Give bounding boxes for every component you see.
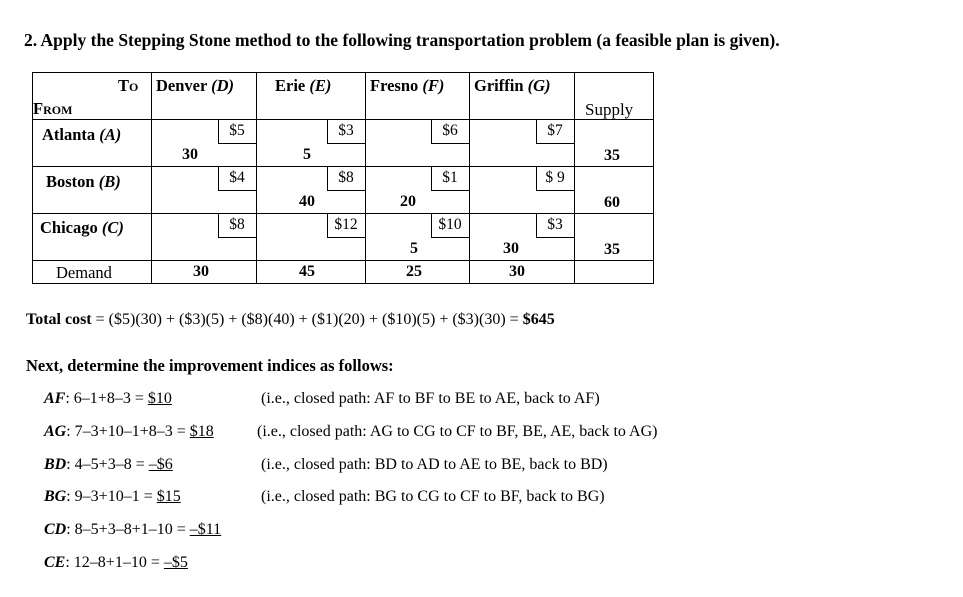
demand-cell: 30	[509, 263, 525, 280]
total-cost-label: Total cost	[26, 311, 92, 328]
cost-cell: $6	[442, 122, 458, 139]
total-cost-line	[26, 311, 555, 329]
cost-box-edge	[218, 166, 219, 190]
row-name: Atlanta	[42, 125, 96, 144]
cost-box-edge	[536, 190, 574, 191]
cost-box-edge	[327, 166, 328, 190]
col-sep	[365, 72, 366, 284]
cost-cell: $10	[438, 216, 462, 233]
row-sep	[32, 119, 654, 120]
index-calc: : 6–1+8–3 =	[65, 390, 148, 407]
row-code: (C)	[101, 218, 124, 237]
cost-cell: $3	[338, 122, 354, 139]
cost-box-edge	[431, 119, 432, 143]
demand-cell: 25	[406, 263, 422, 280]
column-name: Denver	[156, 76, 208, 95]
index-cell: BG	[44, 488, 67, 505]
index-line-bd	[44, 456, 173, 474]
column-name: Griffin	[474, 76, 524, 95]
column-name: Erie	[275, 76, 306, 95]
cost-box-edge	[536, 213, 537, 237]
col-sep	[151, 72, 152, 284]
row-sep	[32, 260, 654, 261]
index-calc: : 7–3+10–1+8–3 =	[66, 423, 190, 440]
cost-box-edge	[218, 237, 256, 238]
supply-cell: 35	[604, 241, 620, 258]
cost-box-edge	[327, 190, 365, 191]
index-line-af	[44, 390, 172, 408]
cost-box-edge	[431, 143, 469, 144]
col-sep	[574, 72, 575, 284]
row-label-chicago	[40, 218, 124, 238]
demand-cell: 30	[193, 263, 209, 280]
allocation-cell: 30	[503, 240, 519, 257]
demand-label: Demand	[56, 263, 112, 282]
row-code: (A)	[99, 125, 122, 144]
column-code: (E)	[309, 76, 332, 95]
problem-title: 2. Apply the Stepping Stone method to the following transportation problem (a feasible plan is given).	[24, 30, 780, 50]
index-value: $18	[189, 423, 214, 440]
row-code: (B)	[98, 172, 121, 191]
column-code: (F)	[422, 76, 445, 95]
column-code: (G)	[527, 76, 551, 95]
col-sep	[469, 72, 470, 284]
index-path-bd: (i.e., closed path: BD to AD to AE to BE, back to BD)	[261, 456, 608, 473]
index-value: –$6	[148, 456, 173, 473]
allocation-cell: 40	[299, 193, 315, 210]
cost-cell: $12	[334, 216, 358, 233]
index-value: $15	[156, 488, 181, 505]
cost-box-edge	[218, 143, 256, 144]
demand-cell: 45	[299, 263, 315, 280]
index-cell: AF	[44, 390, 66, 407]
index-calc: : 4–5+3–8 =	[66, 456, 149, 473]
cost-cell: $4	[229, 169, 245, 186]
cost-box-edge	[218, 213, 219, 237]
index-cell: BD	[44, 456, 67, 473]
cost-box-edge	[431, 166, 432, 190]
total-cost-expression: = ($5)(30) + ($3)(5) + ($8)(40) + ($1)(20) + ($10)(5) + ($3)(30) =	[91, 311, 523, 328]
index-calc: : 12–8+1–10 =	[65, 554, 164, 571]
index-value: –$5	[163, 554, 188, 571]
index-line-ag	[44, 423, 214, 441]
supply-cell: 35	[604, 147, 620, 164]
to-label: To	[118, 76, 139, 95]
cost-cell: $8	[338, 169, 354, 186]
allocation-cell: 5	[410, 240, 418, 257]
cost-box-edge	[218, 190, 256, 191]
index-line-ce	[44, 554, 188, 572]
row-name: Boston	[46, 172, 95, 191]
table-border-bottom	[32, 283, 654, 284]
index-calc: : 8–5+3–8+1–10 =	[66, 521, 190, 538]
cost-cell: $1	[442, 169, 458, 186]
cost-cell: $5	[229, 122, 245, 139]
row-name: Chicago	[40, 218, 98, 237]
column-code: (D)	[211, 76, 235, 95]
cost-box-edge	[536, 237, 574, 238]
cost-box-edge	[327, 213, 328, 237]
supply-cell: 60	[604, 194, 620, 211]
index-value: –$11	[189, 521, 222, 538]
index-value: $10	[147, 390, 172, 407]
row-label-atlanta	[42, 125, 121, 145]
index-cell: CE	[44, 554, 66, 571]
cost-box-edge	[431, 213, 432, 237]
column-name: Fresno	[370, 76, 419, 95]
allocation-cell: 20	[400, 193, 416, 210]
index-path-ag: (i.e., closed path: AG to CG to CF to BF, BE, AE, back to AG)	[257, 423, 658, 440]
row-label-boston	[46, 172, 121, 192]
column-header-erie	[275, 76, 331, 96]
cost-box-edge	[327, 143, 365, 144]
index-line-bg	[44, 488, 181, 506]
row-sep	[32, 166, 654, 167]
index-line-cd	[44, 521, 221, 539]
column-header-griffin	[474, 76, 551, 96]
table-border-top	[32, 72, 654, 73]
index-calc: : 9–3+10–1 =	[66, 488, 157, 505]
col-sep	[256, 72, 257, 284]
improvement-heading: Next, determine the improvement indices as follows:	[26, 356, 394, 375]
cost-cell: $3	[547, 216, 563, 233]
cost-cell: $ 9	[545, 169, 565, 186]
transportation-table	[32, 72, 654, 284]
index-cell: CD	[44, 521, 67, 538]
cost-box-edge	[431, 190, 469, 191]
cost-box-edge	[431, 237, 469, 238]
column-header-fresno	[370, 76, 444, 96]
index-path-bg: (i.e., closed path: BG to CG to CF to BF, back to BG)	[261, 488, 605, 505]
index-path-af: (i.e., closed path: AF to BF to BE to AE, back to AF)	[261, 390, 600, 407]
cost-box-edge	[536, 143, 574, 144]
from-label: From	[33, 99, 73, 118]
cost-box-edge	[327, 237, 365, 238]
allocation-cell: 30	[182, 146, 198, 163]
allocation-cell: 5	[303, 146, 311, 163]
total-cost-result: $645	[522, 311, 555, 328]
table-border-right	[653, 72, 654, 284]
index-cell: AG	[44, 423, 67, 440]
column-header-denver	[156, 76, 234, 96]
cost-box-edge	[536, 166, 537, 190]
row-sep	[32, 213, 654, 214]
cost-box-edge	[218, 119, 219, 143]
supply-label: Supply	[585, 100, 634, 119]
cost-cell: $7	[547, 122, 563, 139]
cost-box-edge	[536, 119, 537, 143]
cost-cell: $8	[229, 216, 245, 233]
cost-box-edge	[327, 119, 328, 143]
